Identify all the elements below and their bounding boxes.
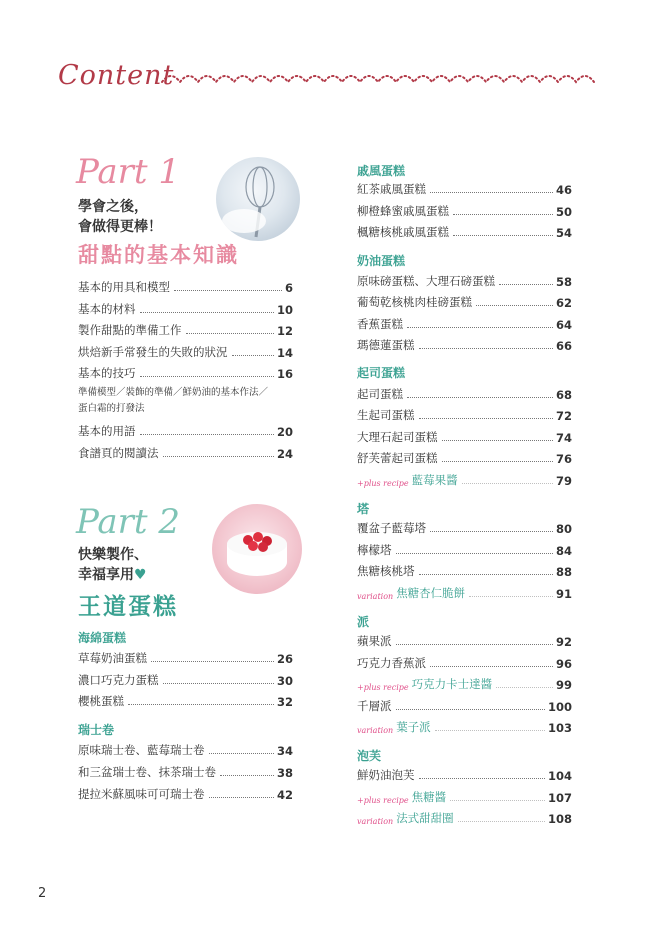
leader-dots	[462, 483, 553, 484]
toc-row[interactable]	[78, 423, 293, 439]
toc-row[interactable]	[357, 520, 572, 536]
leader-dots	[453, 235, 553, 236]
toc-page: 24	[276, 447, 293, 461]
variation-tag: variation	[357, 592, 394, 601]
part1-label: Part 1	[76, 152, 180, 192]
toc-page: 66	[555, 339, 572, 353]
section-heading-tart: 塔	[357, 502, 370, 516]
toc-title: 覆盆子藍莓塔	[357, 521, 426, 535]
toc-row[interactable]	[78, 365, 293, 381]
leader-dots	[450, 800, 545, 801]
toc-page: 14	[276, 346, 293, 360]
toc-page: 108	[547, 812, 572, 826]
toc-row[interactable]	[357, 429, 572, 445]
leader-dots	[220, 775, 274, 776]
part2-title: 王道蛋糕	[78, 594, 178, 620]
plus-recipe-tag: +plus recipe	[357, 796, 409, 805]
toc-title: 基本的技巧	[78, 366, 136, 380]
leader-dots	[419, 778, 545, 779]
toc-row[interactable]	[78, 279, 293, 295]
toc-page: 74	[555, 431, 572, 445]
variation-tag: variation	[357, 726, 394, 735]
plus-recipe-tag: +plus recipe	[357, 479, 409, 488]
toc-row-plus-recipe[interactable]	[357, 676, 572, 692]
toc-title: 葡萄乾核桃肉桂磅蛋糕	[357, 295, 472, 309]
toc-page: 100	[547, 700, 572, 714]
leader-dots	[496, 687, 553, 688]
toc-title: 和三盆瑞士卷、抹茶瑞士卷	[78, 765, 216, 779]
toc-page: 64	[555, 318, 572, 332]
toc-title: 法式甜甜圈	[396, 811, 454, 825]
leader-dots	[396, 709, 545, 710]
section-heading-sponge: 海綿蛋糕	[78, 631, 127, 645]
heart-icon: ♥	[134, 567, 147, 583]
toc-row[interactable]	[78, 445, 293, 461]
toc-page: 34	[276, 744, 293, 758]
toc-title: 起司蛋糕	[357, 387, 403, 401]
toc-row[interactable]	[357, 542, 572, 558]
content-heading: Content	[58, 60, 175, 91]
toc-title: 製作甜點的準備工作	[78, 323, 182, 337]
part2-subtitle-2	[78, 565, 147, 585]
toc-row[interactable]	[357, 563, 572, 579]
leader-dots	[128, 704, 274, 705]
toc-page: 62	[555, 296, 572, 310]
leader-dots	[407, 397, 553, 398]
toc-title: 基本的用語	[78, 424, 136, 438]
toc-page: 30	[276, 674, 293, 688]
part1-subtitle-1: 學會之後，	[78, 199, 148, 215]
toc-title: 大理石起司蛋糕	[357, 430, 438, 444]
toc-title: 焦糖杏仁脆餅	[396, 586, 466, 600]
leader-dots	[442, 461, 553, 462]
toc-row[interactable]	[78, 764, 293, 780]
leader-dots	[430, 666, 553, 667]
toc-page: 96	[555, 657, 572, 671]
leader-dots	[499, 284, 553, 285]
toc-page: 58	[555, 275, 572, 289]
leader-dots	[442, 440, 553, 441]
toc-row[interactable]	[78, 786, 293, 802]
toc-title: 舒芙蕾起司蛋糕	[357, 451, 438, 465]
toc-title: 生起司蛋糕	[357, 408, 415, 422]
toc-title: 千層派	[357, 699, 392, 713]
toc-title: 原味磅蛋糕、大理石磅蛋糕	[357, 274, 495, 288]
toc-page: 26	[276, 652, 293, 666]
cake-icon	[212, 504, 302, 594]
toc-row[interactable]	[357, 450, 572, 466]
variation-tag: variation	[357, 817, 394, 826]
leader-dots	[458, 821, 545, 822]
leader-dots	[232, 355, 274, 356]
section-heading-pound: 奶油蛋糕	[357, 254, 406, 268]
toc-row[interactable]	[78, 742, 293, 758]
toc-page: 54	[555, 226, 572, 240]
toc-row[interactable]	[78, 672, 293, 688]
toc-page: 72	[555, 409, 572, 423]
toc-page: 38	[276, 766, 293, 780]
leader-dots	[430, 192, 553, 193]
toc-page: 92	[555, 635, 572, 649]
toc-page: 84	[555, 544, 572, 558]
leader-dots	[476, 305, 553, 306]
toc-page: 76	[555, 452, 572, 466]
leader-dots	[396, 553, 553, 554]
section-heading-chiffon: 戚風蛋糕	[357, 164, 406, 178]
toc-title: 櫻桃蛋糕	[78, 694, 124, 708]
toc-title: 焦糖核桃塔	[357, 564, 415, 578]
toc-page: 88	[555, 565, 572, 579]
toc-row[interactable]	[357, 203, 572, 219]
toc-title: 濃口巧克力蛋糕	[78, 673, 159, 687]
leader-dots	[407, 327, 553, 328]
whisk-photo	[216, 157, 300, 241]
leader-dots	[140, 434, 274, 435]
toc-row-plus-recipe[interactable]	[357, 472, 572, 488]
toc-row-variation[interactable]	[357, 585, 572, 601]
part2-subtitle-1: 快樂製作、	[78, 547, 148, 563]
toc-row[interactable]	[357, 407, 572, 423]
leader-dots	[163, 456, 274, 457]
section-heading-roll: 瑞士卷	[78, 723, 115, 737]
toc-page: 104	[547, 769, 572, 783]
leader-dots	[430, 531, 553, 532]
leader-dots	[419, 574, 553, 575]
toc-row-variation[interactable]	[357, 810, 572, 826]
toc-page: 103	[547, 721, 572, 735]
toc-page: 16	[276, 367, 293, 381]
toc-page: 99	[555, 678, 572, 692]
toc-row[interactable]	[357, 386, 572, 402]
toc-row[interactable]	[357, 273, 572, 289]
section-heading-cheese: 起司蛋糕	[357, 366, 406, 380]
toc-page: 20	[276, 425, 293, 439]
toc-title: 紅茶戚風蛋糕	[357, 182, 426, 196]
toc-title: 食譜頁的閱讀法	[78, 446, 159, 460]
toc-title: 巧克力卡士達醬	[411, 677, 493, 691]
toc-page: 6	[284, 281, 293, 295]
toc-title: 蘋果派	[357, 634, 392, 648]
page-number: 2	[38, 886, 47, 901]
toc-page: 68	[555, 388, 572, 402]
toc-title: 葉子派	[396, 720, 431, 734]
leader-dots	[419, 418, 553, 419]
scalloped-divider	[160, 72, 600, 94]
section-heading-pie: 派	[357, 615, 370, 629]
toc-title: 藍莓果醬	[411, 473, 458, 487]
toc-row[interactable]	[357, 294, 572, 310]
leader-dots	[396, 644, 553, 645]
leader-dots	[453, 214, 553, 215]
toc-page: 50	[555, 205, 572, 219]
toc-row[interactable]	[357, 337, 572, 353]
toc-row[interactable]	[357, 181, 572, 197]
leader-dots	[174, 290, 282, 291]
leader-dots	[435, 730, 545, 731]
toc-page: 107	[547, 791, 572, 805]
leader-dots	[140, 312, 274, 313]
toc-page: 91	[555, 587, 572, 601]
strawberry-cake-photo	[212, 504, 302, 594]
leader-dots	[163, 683, 274, 684]
toc-note-2: 蛋白霜的打發法	[78, 403, 145, 414]
toc-title: 瑪德蓮蛋糕	[357, 338, 415, 352]
toc-row[interactable]	[78, 344, 293, 360]
toc-page: 10	[276, 303, 293, 317]
toc-row[interactable]	[357, 698, 572, 714]
toc-title: 烘焙新手常發生的失敗的狀況	[78, 345, 228, 359]
toc-title: 基本的用具和模型	[78, 280, 170, 294]
toc-row[interactable]	[357, 316, 572, 332]
leader-dots	[469, 596, 553, 597]
part2-label: Part 2	[76, 502, 180, 542]
toc-row[interactable]	[357, 655, 572, 671]
toc-title: 香蕉蛋糕	[357, 317, 403, 331]
toc-row[interactable]	[357, 633, 572, 649]
toc-page: 12	[276, 324, 293, 338]
part2-subtitle-text: 幸福享用	[78, 567, 134, 583]
toc-title: 基本的材料	[78, 302, 136, 316]
toc-page: 79	[555, 474, 572, 488]
toc-title: 焦糖醬	[411, 790, 447, 804]
section-heading-puff: 泡芙	[357, 749, 382, 763]
toc-title: 草莓奶油蛋糕	[78, 651, 147, 665]
plus-recipe-tag: +plus recipe	[357, 683, 409, 692]
toc-title: 檸檬塔	[357, 543, 392, 557]
leader-dots	[419, 348, 553, 349]
leader-dots	[209, 753, 274, 754]
toc-row[interactable]	[78, 650, 293, 666]
toc-note-1: 準備模型／裝飾的準備／鮮奶油的基本作法／	[78, 387, 269, 398]
toc-title: 巧克力香蕉派	[357, 656, 426, 670]
toc-row[interactable]	[357, 224, 572, 240]
toc-page: 42	[276, 788, 293, 802]
part1-title: 甜點的基本知識	[78, 243, 239, 267]
toc-page: 46	[555, 183, 572, 197]
whisk-icon	[216, 157, 300, 241]
toc-row[interactable]	[357, 767, 572, 783]
toc-row-plus-recipe[interactable]	[357, 789, 572, 805]
toc-row[interactable]	[78, 301, 293, 317]
toc-title: 柳橙蜂蜜戚風蛋糕	[357, 204, 449, 218]
toc-page: 80	[555, 522, 572, 536]
toc-row[interactable]	[78, 693, 293, 709]
toc-title: 原味瑞士卷、藍莓瑞士卷	[78, 743, 205, 757]
toc-page: 32	[276, 695, 293, 709]
leader-dots	[140, 376, 274, 377]
leader-dots	[209, 797, 274, 798]
toc-row[interactable]	[78, 322, 293, 338]
leader-dots	[186, 333, 274, 334]
leader-dots	[151, 661, 274, 662]
toc-title: 鮮奶油泡芙	[357, 768, 415, 782]
toc-title: 楓糖核桃戚風蛋糕	[357, 225, 449, 239]
toc-title: 提拉米蘇風味可可瑞士卷	[78, 787, 205, 801]
part1-subtitle-2: 會做得更棒！	[78, 219, 162, 235]
toc-row-variation[interactable]	[357, 719, 572, 735]
